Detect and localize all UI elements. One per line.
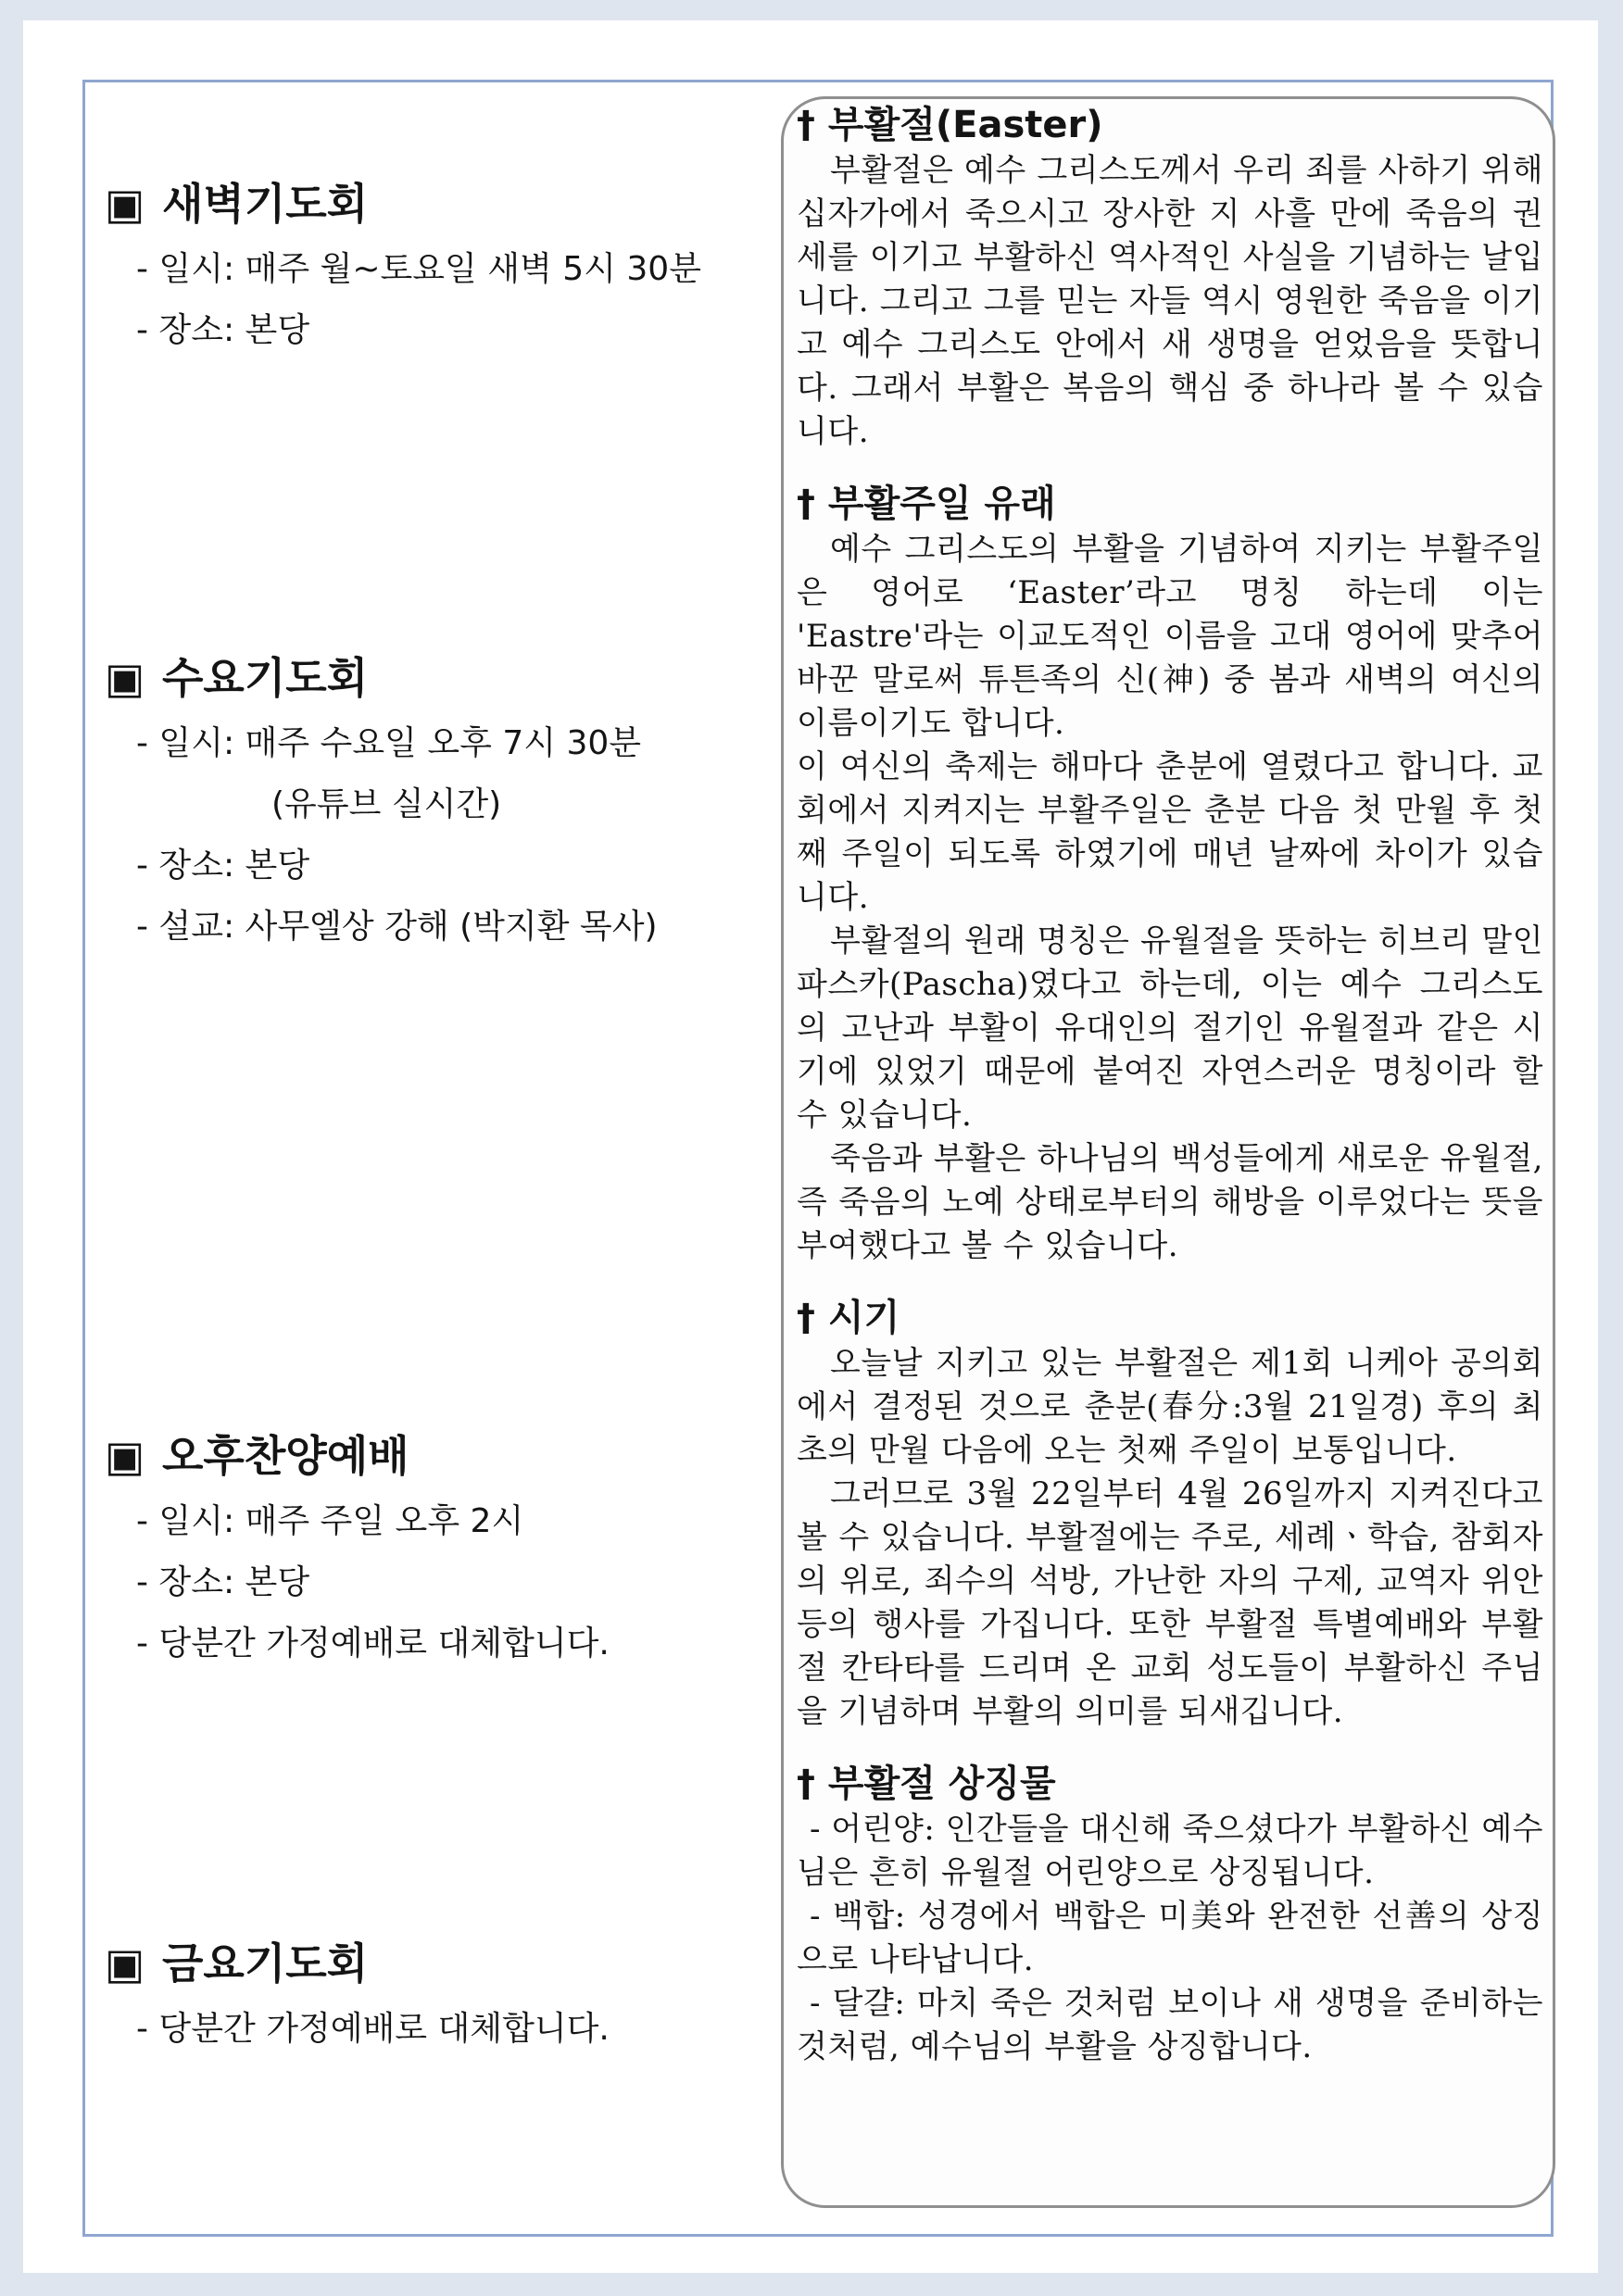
- schedule-time: - 일시: 매주 월~토요일 새벽 5시 30분: [136, 250, 701, 288]
- topic-paragraph: 부활절의 원래 명칭은 유월절을 뜻하는 히브리 말인 파스카(Pascha)였다고 하는데, 이는 예수 그리스도의 고난과 부활이 유대인의 절기인 유월절과 같은 시기에 있었기 때문에 붙여진 자연스러운 명칭이라 할 수 있습니다.: [797, 922, 1543, 1134]
- section-title: [105, 176, 790, 232]
- topic-title: † 부활절(Easter): [797, 104, 1103, 146]
- section-afternoon-worship: [105, 1428, 790, 1675]
- topic-origin: [797, 480, 1543, 1268]
- square-marker-icon: ▣: [105, 1938, 145, 1989]
- section-title-text: 새벽기도회: [162, 179, 369, 229]
- square-marker-icon: ▣: [105, 1431, 145, 1481]
- topic-timing: [797, 1294, 1543, 1734]
- section-title: [105, 1936, 790, 1991]
- topic-title: † 부활주일 유래: [797, 483, 1056, 525]
- topic-paragraph: 예수 그리스도의 부활을 기념하여 지키는 부활주일은 영어로 ‘Easter’라고 명칭 하는데 이는 'Eastre'라는 이교도적인 이름을 고대 영어에 맞추어 바꾼 말로써 튜튼족의 신(神) 중 봄과 새벽의 여신의 이름이기도 합니다.: [797, 531, 1543, 742]
- section-title: [105, 1428, 790, 1484]
- schedule-place: - 장소: 본당: [136, 311, 310, 349]
- symbol-item: - 어린양: 인간들을 대신해 죽으셨다가 부활하신 예수님은 흔히 유월절 어린양으로 상징됩니다.: [797, 1811, 1544, 1891]
- schedule-place: - 장소: 본당: [136, 847, 310, 885]
- topic-paragraph: 오늘날 지키고 있는 부활절은 제1회 니케아 공의회에서 결정된 것으로 춘분(春分:3월 21일경) 후의 최초의 만월 다음에 오는 첫째 주일이 보통입니다.: [797, 1345, 1543, 1469]
- schedule-time: - 일시: 매주 수요일 오후 7시 30분: [136, 724, 642, 762]
- schedule-note: (유튜브 실시간): [271, 785, 502, 823]
- bulletin-page: [23, 20, 1598, 2273]
- symbol-item: - 백합: 성경에서 백합은 미美와 완전한 선善의 상징으로 나타납니다.: [797, 1898, 1543, 1978]
- section-dawn-prayer: [105, 176, 790, 361]
- topic-paragraph: 부활절은 예수 그리스도께서 우리 죄를 사하기 위해 십자가에서 죽으시고 장사한 지 사흘 만에 죽음의 권세를 이기고 부활하신 역사적인 사실을 기념하는 날입니다. 그리고 그를 믿는 자들 역시 영원한 죽음을 이기고 예수 그리스도 안에서 새 생명을 얻었음을 뜻합니다. 그래서 부활은 복음의 핵심 중 하나라 볼 수 있습니다.: [797, 152, 1543, 450]
- topic-paragraph: 이 여신의 축제는 해마다 춘분에 열렸다고 합니다. 교회에서 지켜지는 부활주일은 춘분 다음 첫 만월 후 첫째 주일이 되도록 하였기에 매년 날짜에 차이가 있습니다.: [797, 748, 1543, 916]
- schedule-note: - 당분간 가정예배로 대체합니다.: [136, 2010, 610, 2048]
- schedule-time: - 일시: 매주 주일 오후 2시: [136, 1502, 524, 1540]
- section-title-text: 수요기도회: [162, 653, 369, 703]
- topic-symbols: [797, 1760, 1543, 2069]
- schedule-place: - 장소: 본당: [136, 1563, 310, 1601]
- section-friday-prayer: [105, 1936, 790, 2060]
- symbol-item: - 달걀: 마치 죽은 것처럼 보이나 새 생명을 준비하는 것처럼, 예수님의 부활을 상징합니다.: [797, 1985, 1543, 2065]
- square-marker-icon: ▣: [105, 179, 145, 229]
- topic-paragraph: 죽음과 부활은 하나님의 백성들에게 새로운 유월절, 즉 죽음의 노예 상태로부터의 해방을 이루었다는 뜻을 부여했다고 볼 수 있습니다.: [797, 1140, 1543, 1264]
- easter-info-box: [781, 96, 1555, 2208]
- topic-easter: [797, 101, 1543, 454]
- section-title: [105, 650, 790, 706]
- square-marker-icon: ▣: [105, 653, 145, 703]
- schedule-note: - 당분간 가정예배로 대체합니다.: [136, 1625, 610, 1662]
- section-title-text: 금요기도회: [162, 1938, 369, 1989]
- topic-title: † 시기: [797, 1297, 900, 1339]
- section-title-text: 오후찬양예배: [162, 1431, 409, 1481]
- schedule-sermon: - 설교: 사무엘상 강해 (박지환 목사): [136, 908, 658, 946]
- section-wednesday-prayer: [105, 650, 790, 958]
- topic-paragraph: 그러므로 3월 22일부터 4월 26일까지 지켜진다고 볼 수 있습니다. 부활절에는 주로, 세례ㆍ학습, 참회자의 위로, 죄수의 석방, 가난한 자의 구제, 교역자 위안 등의 행사를 가집니다. 또한 부활절 특별예배와 부활절 칸타타를 드리며 온 교회 성도들이 부활하신 주님을 기념하며 부활의 의미를 되새깁니다.: [797, 1475, 1543, 1730]
- topic-title: † 부활절 상징물: [797, 1763, 1056, 1805]
